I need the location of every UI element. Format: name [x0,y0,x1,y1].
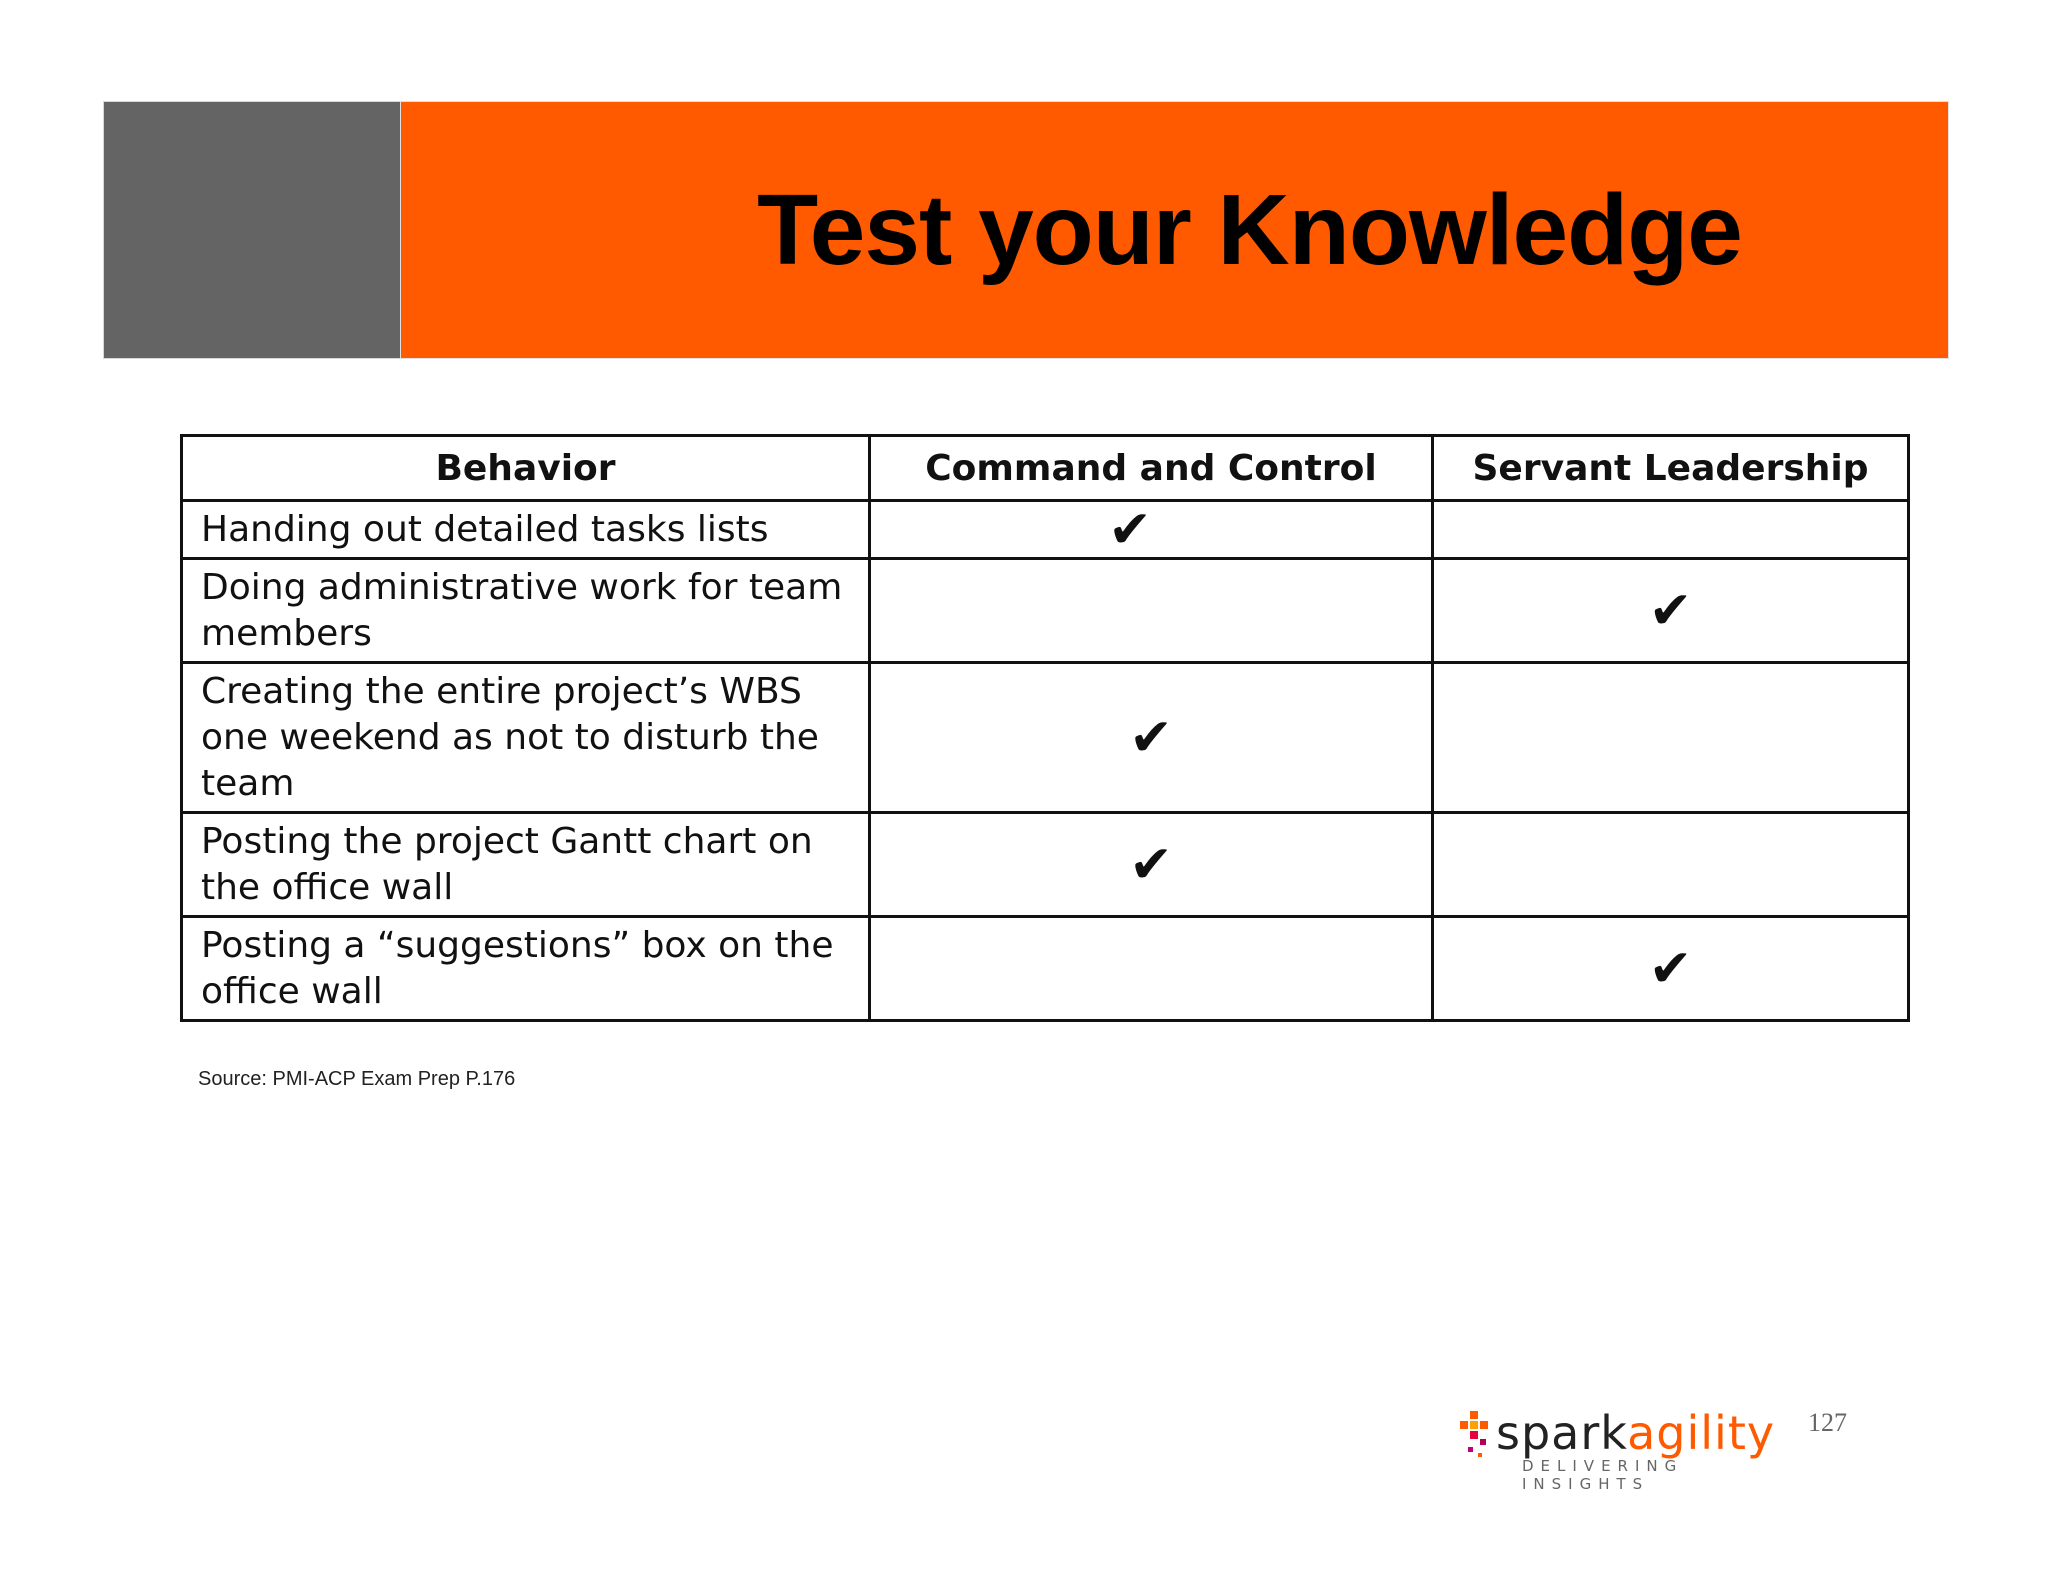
table-row [182,501,1909,559]
comparison-table [180,434,1910,1022]
empty-cell [1433,501,1909,559]
behavior-cell: Posting the project Gantt chart on the office wall [182,813,870,917]
header-grey-block [104,102,401,358]
logo-word-agility: agility [1627,1406,1776,1460]
table-row [182,813,1909,917]
header-servant-leadership: Servant Leadership [1433,436,1909,501]
logo-tagline: DELIVERING INSIGHTS [1522,1457,1684,1493]
empty-cell [1433,663,1909,813]
logo-mark-icon [1460,1411,1494,1461]
page-number: 127 [1808,1408,1847,1437]
table-row [182,917,1909,1021]
logo-word-spark: spark [1496,1406,1628,1460]
table-header-row [182,436,1909,501]
checkmark-icon: ✔ [1433,917,1909,1021]
behavior-cell: Creating the entire project’s WBS one weekend as not to disturb the team [182,663,870,813]
empty-cell [1433,813,1909,917]
checkmark-icon: ✔ [870,663,1433,813]
checkmark-icon: ✔ [1433,559,1909,663]
sparkagility-logo [1460,1405,1790,1493]
behavior-cell: Posting a “suggestions” box on the office wall [182,917,870,1021]
behavior-cell: Doing administrative work for team members [182,559,870,663]
checkmark-icon: ✔ [870,501,1433,559]
logo-wordmark [1496,1405,1775,1461]
checkmark-icon: ✔ [870,813,1433,917]
table-row [182,559,1909,663]
source-citation: Source: PMI-ACP Exam Prep P.176 [198,1068,516,1090]
empty-cell [870,917,1433,1021]
behavior-cell: Handing out detailed tasks lists [182,501,870,559]
header-behavior: Behavior [182,436,870,501]
empty-cell [870,559,1433,663]
header-command-and-control: Command and Control [870,436,1433,501]
table-row [182,663,1909,813]
slide-title: Test your Knowledge [757,173,1742,286]
